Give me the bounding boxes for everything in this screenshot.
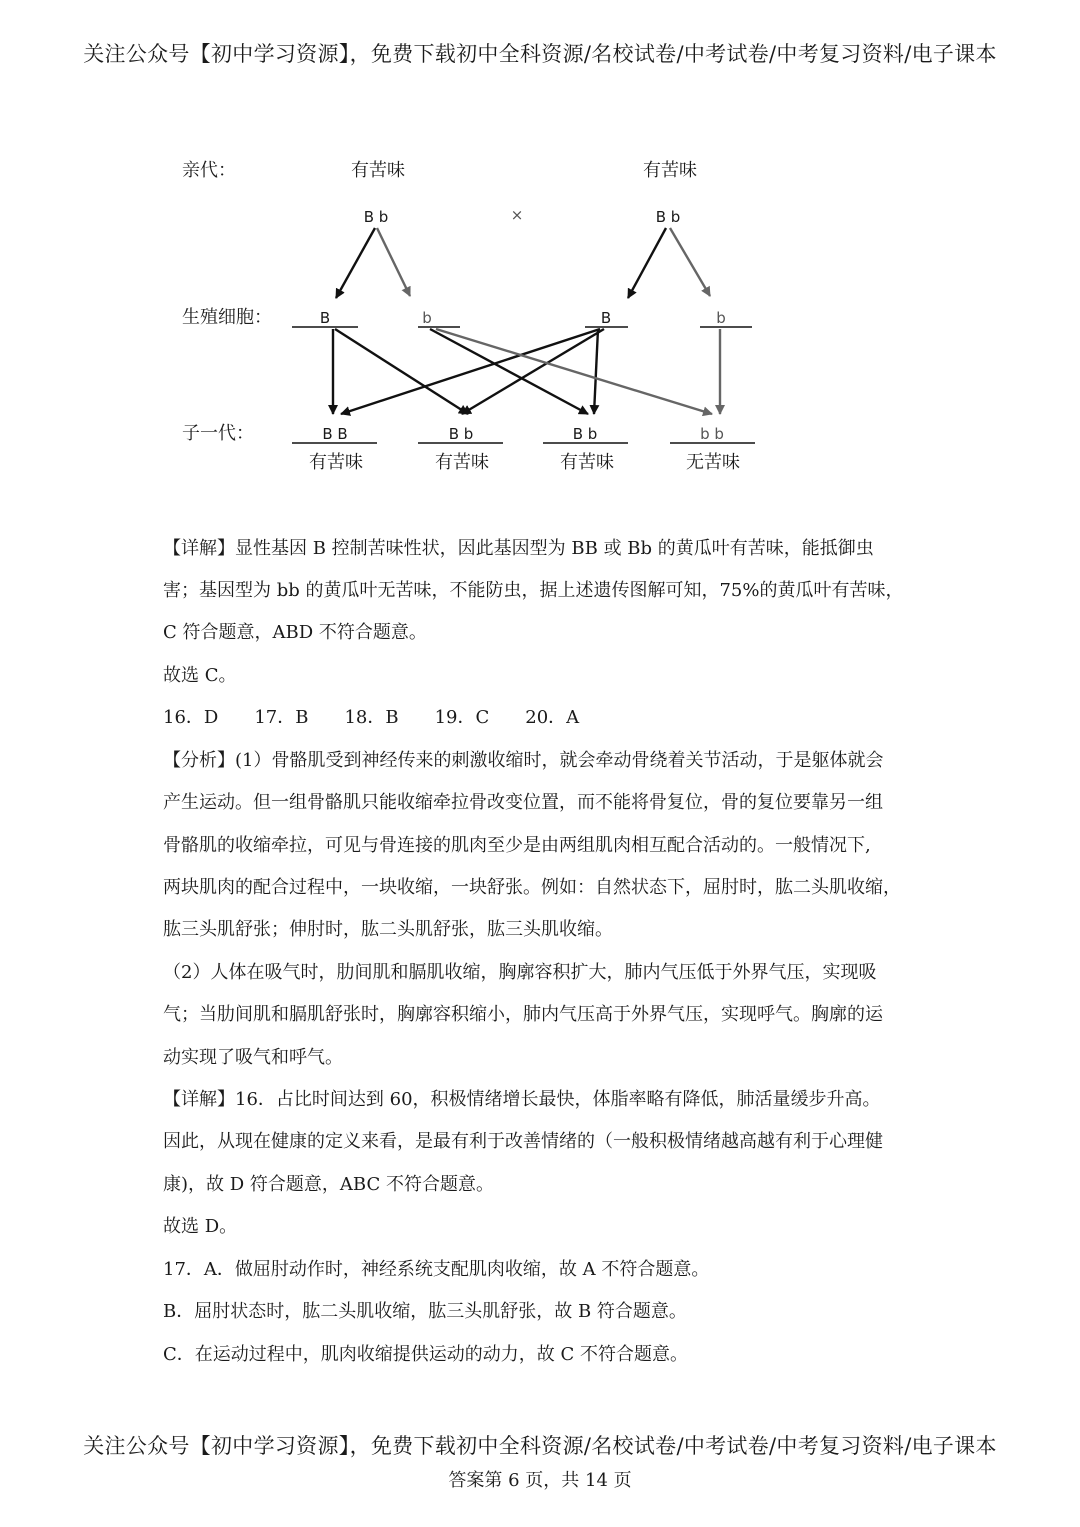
label-parents: 亲代： bbox=[182, 160, 236, 181]
arrow-parent-left-to-b bbox=[377, 228, 410, 296]
genetic-cross-diagram bbox=[0, 0, 1080, 520]
detail-text-line: 【详解】显性基因 B 控制苦味性状，因此基因型为 BB 或 Bb 的黄瓜叶有苦味，能抵御虫 bbox=[163, 538, 874, 559]
page-number: 答案第 6 页，共 14 页 bbox=[448, 1470, 632, 1491]
offspring-3-genotype: B b bbox=[572, 425, 598, 443]
parent-left-trait: 有苦味 bbox=[351, 160, 405, 181]
offspring-2-trait: 有苦味 bbox=[435, 452, 489, 473]
parent-right-genotype: B b bbox=[655, 208, 681, 226]
option-line: B．屈肘状态时，肱二头肌收缩，肱三头肌舒张，故 B 符合题意。 bbox=[163, 1301, 687, 1322]
detail-text-line: 【详解】16．占比时间达到 60，积极情绪增长最快，体脂率略有降低，肺活量缓步升高。 bbox=[163, 1089, 881, 1110]
gamete-2: b bbox=[422, 309, 432, 327]
arrow-parent-right-to-B bbox=[628, 228, 666, 298]
detail-text-line: 害；基因型为 bb 的黄瓜叶无苦味，不能防虫，据上述遗传图解可知，75%的黄瓜叶有苦味， bbox=[163, 580, 904, 601]
analysis-text-line: 动实现了吸气和呼气。 bbox=[163, 1047, 343, 1068]
analysis-text-line: （2）人体在吸气时，肋间肌和膈肌收缩，胸廓容积扩大，肺内气压低于外界气压，实现吸 bbox=[163, 962, 877, 983]
answer-key-line: 16．D 17．B 18．B 19．C 20．A bbox=[163, 707, 580, 728]
arrow-B2-to-Bb-left bbox=[462, 329, 604, 414]
analysis-text-line: 两块肌肉的配合过程中，一块收缩，一块舒张。例如：自然状态下，屈肘时，肱二头肌收缩， bbox=[163, 877, 901, 898]
header-banner: 关注公众号【初中学习资源】，免费下载初中全科资源/名校试卷/中考试卷/中考复习资料/电子课本 bbox=[83, 42, 997, 66]
offspring-4-trait: 无苦味 bbox=[686, 452, 740, 473]
offspring-4-genotype: b b bbox=[700, 425, 724, 443]
arrow-B2-to-Bb-right bbox=[594, 329, 598, 414]
offspring-1-genotype: B B bbox=[322, 425, 348, 443]
footer-banner: 关注公众号【初中学习资源】，免费下载初中全科资源/名校试卷/中考试卷/中考复习资料/电子课本 bbox=[83, 1434, 997, 1458]
arrow-parent-right-to-b bbox=[670, 228, 710, 296]
offspring-1-trait: 有苦味 bbox=[309, 452, 363, 473]
answer-line: 故选 C。 bbox=[163, 665, 237, 686]
gamete-4: b bbox=[716, 309, 726, 327]
gamete-3: B bbox=[600, 309, 612, 327]
answer-line: 故选 D。 bbox=[163, 1216, 238, 1237]
analysis-text-line: 骨骼肌的收缩牵拉，可见与骨连接的肌肉至少是由两组肌肉相互配合活动的。一般情况下, bbox=[163, 835, 871, 856]
cross-symbol: × bbox=[510, 206, 524, 224]
option-line: C．在运动过程中，肌肉收缩提供运动的动力，故 C 不符合题意。 bbox=[163, 1344, 688, 1365]
parent-right-trait: 有苦味 bbox=[643, 160, 697, 181]
label-gametes: 生殖细胞： bbox=[182, 307, 272, 328]
analysis-text-line: 产生运动。但一组骨骼肌只能收缩牵拉骨改变位置，而不能将骨复位，骨的复位要靠另一组 bbox=[163, 792, 883, 813]
label-offspring: 子一代： bbox=[182, 423, 254, 444]
gamete-1: B bbox=[319, 309, 331, 327]
arrow-B1-to-Bb bbox=[335, 329, 468, 414]
offspring-3-trait: 有苦味 bbox=[560, 452, 614, 473]
analysis-text-line: 【分析】(1）骨骼肌受到神经传来的刺激收缩时，就会牵动骨绕着关节活动，于是躯体就会 bbox=[163, 750, 884, 771]
detail-text-line: 康)，故 D 符合题意，ABC 不符合题意。 bbox=[163, 1174, 494, 1195]
detail-text-line: 因此，从现在健康的定义来看，是最有利于改善情绪的（一般积极情绪越高越有利于心理健 bbox=[163, 1131, 883, 1152]
offspring-2-genotype: B b bbox=[448, 425, 474, 443]
parent-left-genotype: B b bbox=[363, 208, 389, 226]
detail-text-line: C 符合题意，ABD 不符合题意。 bbox=[163, 622, 427, 643]
option-line: 17．A．做屈肘动作时，神经系统支配肌肉收缩，故 A 不符合题意。 bbox=[163, 1259, 710, 1280]
analysis-text-line: 气；当肋间肌和膈肌舒张时，胸廓容积缩小，肺内气压高于外界气压，实现呼气。胸廓的运 bbox=[163, 1004, 883, 1025]
arrow-parent-left-to-B bbox=[336, 228, 375, 298]
arrow-B2-to-BB bbox=[341, 329, 600, 414]
arrow-b1-to-bb bbox=[436, 329, 712, 414]
analysis-text-line: 肱三头肌舒张；伸肘时，肱二头肌舒张，肱三头肌收缩。 bbox=[163, 919, 613, 940]
